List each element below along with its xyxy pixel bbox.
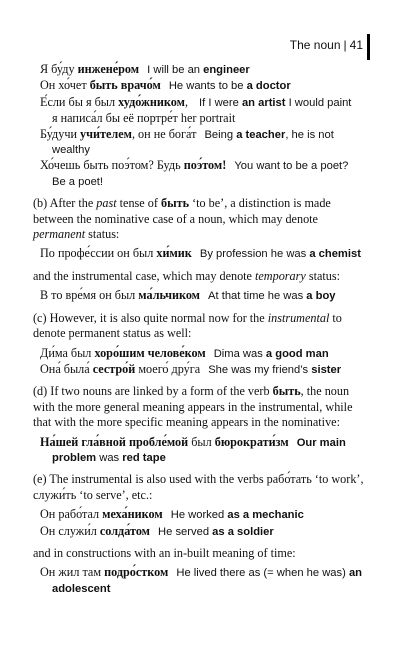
paragraph-c: (c) However, it is also quite normal now for the instrumental to denote permanent status as well: (33, 310, 342, 341)
running-title: The noun (289, 38, 341, 52)
paragraph-b2: and the instrumental case, which may denote temporary status: (33, 268, 340, 283)
example-block-1 (33, 62, 373, 190)
example-line: Я бу́ду инжене́ром I will be an engineer (40, 62, 250, 76)
example-continuation: я написа́л бы её портре́т her portrait (52, 111, 236, 126)
example-line: Бу́дучи учи́телем, он не бога́т Being a teacher, he is not wealthy (33, 127, 373, 159)
example-continuation: adolescent (52, 582, 111, 595)
running-header (290, 30, 370, 60)
page-number: 41 (349, 38, 363, 52)
header-separator: | (343, 38, 347, 52)
example-continuation: problem was red tape (52, 451, 166, 464)
example-line: На́шей гла́вной пробле́мой был бюрократи́зм Our main problem was red tape (33, 435, 373, 467)
example-line: Ди́ма был хоро́шим челове́ком Dima was a good man (40, 345, 329, 360)
paragraph-e2: and in constructions with an in-built meaning of time: (33, 545, 296, 560)
paragraph-e: (e) The instrumental is also used with the verbs рабо́тать ‘to work’, служи́ть ‘to serve’, etc.: (33, 472, 364, 502)
example-line: Он хо́чет быть врачо́м He wants to be a doctor (40, 78, 291, 93)
header-rule (367, 34, 370, 60)
example-line: По профе́ссии он был хи́мик By profession he was a chemist (40, 246, 361, 261)
example-continuation: Be a poet! (52, 175, 104, 188)
example-continuation: wealthy (52, 144, 90, 157)
example-line: Е́сли бы я был худо́жником, If I were an artist I would paint я написа́л бы её портре́т her portrait (33, 95, 373, 127)
example-line: Она́ была́ сестро́й моего́ дру́га She was my friend’s sister (40, 361, 342, 376)
example-line: Хо́чешь быть поэ́том? Будь поэ́том! You want to be a poet? Be a poet! (33, 158, 373, 190)
paragraph-b: (b) After the past tense of быть ‘to be’, a distinction is made between the nominative case of a noun, which may denote permanent status: (33, 196, 331, 242)
example-line: Он рабо́тал меха́ником He worked as a mechanic (40, 507, 304, 522)
example-line: Он жил там подро́стком He lived there as (= when he was) an adolescent (33, 565, 373, 597)
paragraph-d: (d) If two nouns are linked by a form of the verb быть, the noun with the more general meaning appears in the instrumental, while that with the more specific meaning appears in the nominative: (33, 384, 353, 430)
example-line: В то вре́мя он был ма́льчиком At that time he was a boy (40, 288, 336, 303)
page-body (33, 62, 373, 597)
example-line: Он служи́л солда́том He served as a soldier (40, 523, 274, 538)
